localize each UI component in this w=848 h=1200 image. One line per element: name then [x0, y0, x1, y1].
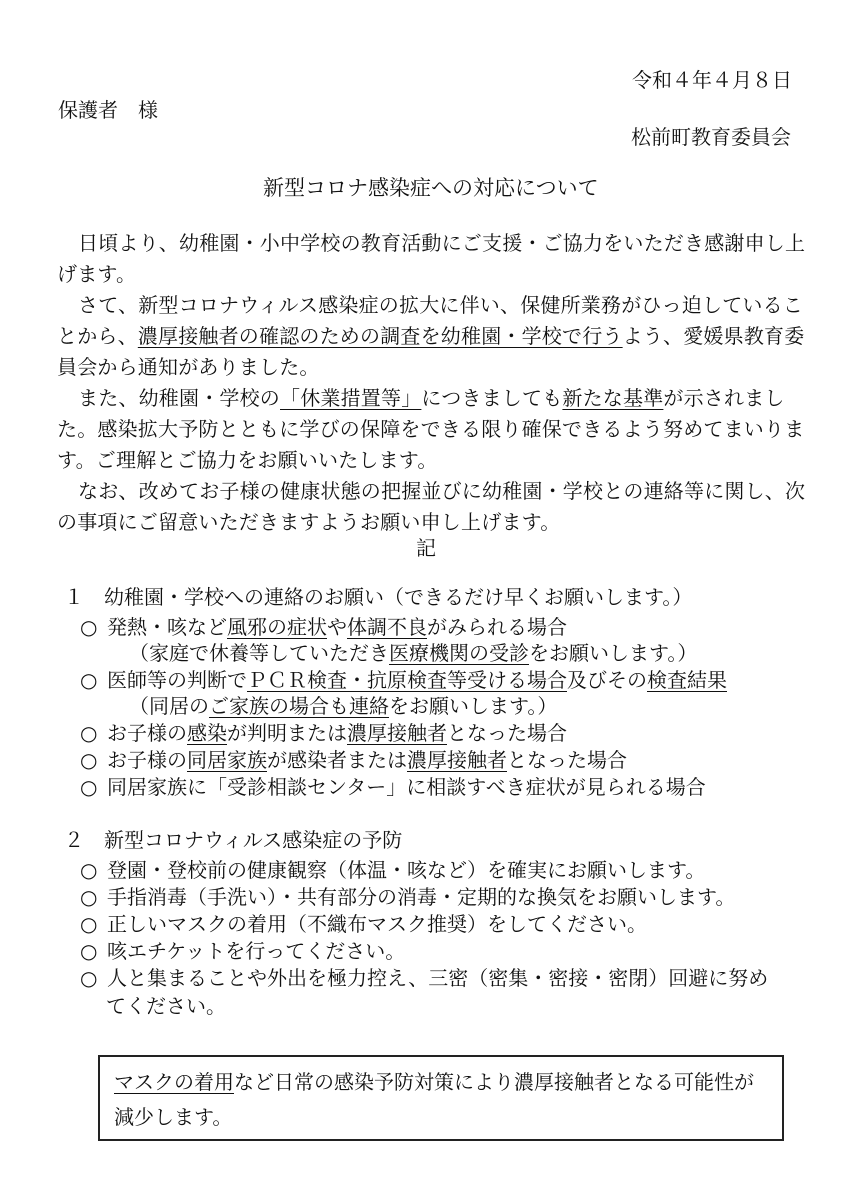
s1-i3-a: お子様の — [107, 721, 187, 745]
s1-i3-u1: 感染 — [187, 721, 227, 745]
section-2-item-2 — [80, 884, 810, 910]
bullet-circle-icon: ○ — [80, 912, 98, 936]
s2-i4-text: 咳エチケットを行ってください。 — [107, 939, 406, 963]
s1-i4-u1: 同居家族 — [187, 748, 267, 772]
bullet-circle-icon: ○ — [80, 966, 98, 990]
s1-i2-sub-u: ご家族の場合も連絡 — [209, 694, 389, 718]
section-1-item-5 — [80, 774, 810, 800]
bullet-circle-icon: ○ — [80, 615, 98, 639]
s1-i1-a: 発熱・咳など — [107, 615, 227, 639]
intro-p3-text-c: が示されました。感染拡大予防とともに学びの保障をできる限り確保できるよう努めてまいります。ご理解とご協力をお願いいたします。 — [57, 386, 805, 472]
intro-p2-text-b: よう、愛媛県教育委員会から通知がありました。 — [57, 324, 805, 379]
bullet-circle-icon: ○ — [80, 939, 98, 963]
s1-i5-text: 同居家族に「受診相談センター」に相談すべき症状が見られる場合 — [107, 775, 706, 799]
s1-i2-sub-a: （同居の — [129, 694, 209, 718]
section-1-item-1 — [80, 614, 810, 640]
s2-i3-text: 正しいマスクの着用（不織布マスク推奨）をしてください。 — [107, 912, 647, 936]
s1-i2-a: 医師等の判断で — [107, 668, 247, 692]
intro-paragraph-1: 日頃より、幼稚園・小中学校の教育活動にご支援・ご協力をいただき感謝申し上げます。 — [57, 231, 806, 286]
section-1-item-2-note — [129, 693, 557, 719]
intro-p2-underlined: 濃厚接触者の確認のための調査を幼稚園・学校で行う — [137, 324, 623, 348]
section-1-title: １ 幼稚園・学校への連絡のお願い（できるだけ早くお願いします。） — [64, 585, 693, 609]
s1-i1-u1: 風邪の症状 — [227, 615, 327, 639]
intro-paragraph-2 — [57, 290, 807, 383]
intro-p3-underlined-1: 「休業措置等」 — [280, 386, 422, 410]
s1-i1-sub-a: （家庭で休養等していただき — [129, 641, 389, 665]
s1-i3-b: が判明または — [227, 721, 347, 745]
s2-i5-text: 人と集まることや外出を極力控え、三密（密集・密接・密閉）回避に努め — [107, 966, 769, 990]
s1-i1-sub-u: 医療機関の受診 — [389, 641, 529, 665]
s1-i3-u2: 濃厚接触者 — [347, 721, 447, 745]
bullet-circle-icon: ○ — [80, 858, 98, 882]
s1-i1-c: がみられる場合 — [427, 615, 567, 639]
section-1-item-2 — [80, 667, 810, 693]
s1-i1-u2: 体調不良 — [347, 615, 427, 639]
intro-paragraph-4: なお、改めてお子様の健康状態の把握並びに幼稚園・学校との連絡等に関し、次の事項にご留意いただきますようお願い申し上げます。 — [57, 479, 806, 534]
document-title: 新型コロナ感染症への対応について — [263, 176, 599, 200]
intro-paragraph-3 — [57, 383, 807, 476]
s1-i1-sub-b: をお願いします。） — [529, 641, 698, 665]
section-1-item-1-note — [129, 640, 697, 666]
sender: 松前町教育委員会 — [631, 125, 791, 149]
bullet-circle-icon: ○ — [80, 668, 98, 692]
s1-i4-u2: 濃厚接触者 — [407, 748, 507, 772]
intro-p2-text-a: さて、新型コロナウィルス感染症の拡大に伴い、保健所業務がひっ迫していることから、 — [57, 293, 803, 348]
intro-p3-text-a: また、幼稚園・学校の — [78, 386, 280, 410]
document-date: 令和４年４月８日 — [632, 68, 792, 92]
s1-i2-u2: 検査結果 — [647, 668, 727, 692]
s2-i1-text: 登園・登校前の健康観察（体温・咳など）を確実にお願いします。 — [107, 858, 706, 882]
note-text: など日常の感染予防対策により濃厚接触者となる可能性が減少します。 — [114, 1070, 754, 1129]
section-2-item-1 — [80, 857, 810, 883]
recipient: 保護者 様 — [58, 98, 158, 122]
s1-i2-u1: ＰＣＲ検査・抗原検査等受ける場合 — [247, 668, 567, 692]
section-2-item-5-continued: てください。 — [106, 994, 226, 1018]
note-box — [98, 1055, 784, 1141]
s1-i2-sub-b: をお願いします。） — [389, 694, 558, 718]
section-2-item-3 — [80, 911, 810, 937]
s1-i1-b: や — [327, 615, 347, 639]
section-2-title: ２ 新型コロナウィルス感染症の予防 — [64, 828, 403, 852]
section-1-item-3 — [80, 720, 810, 746]
note-underlined: マスクの着用 — [114, 1070, 234, 1094]
s1-i2-b: 及びその — [567, 668, 647, 692]
intro-p3-underlined-2: 新たな基準 — [562, 386, 664, 410]
s1-i3-c: となった場合 — [447, 721, 567, 745]
section-2-item-4 — [80, 938, 810, 964]
s2-i2-text: 手指消毒（手洗い）・共有部分の消毒・定期的な換気をお願いします。 — [107, 885, 736, 909]
bullet-circle-icon: ○ — [80, 721, 98, 745]
section-2-item-5 — [80, 965, 810, 991]
bullet-circle-icon: ○ — [80, 885, 98, 909]
bullet-circle-icon: ○ — [80, 748, 98, 772]
bullet-circle-icon: ○ — [80, 775, 98, 799]
section-1-item-4 — [80, 747, 810, 773]
s1-i4-c: となった場合 — [507, 748, 627, 772]
ki-mark: 記 — [416, 536, 436, 560]
s1-i4-b: が感染者または — [267, 748, 407, 772]
s1-i4-a: お子様の — [107, 748, 187, 772]
intro-p3-text-b: につきましても — [421, 386, 563, 410]
intro — [57, 228, 807, 538]
